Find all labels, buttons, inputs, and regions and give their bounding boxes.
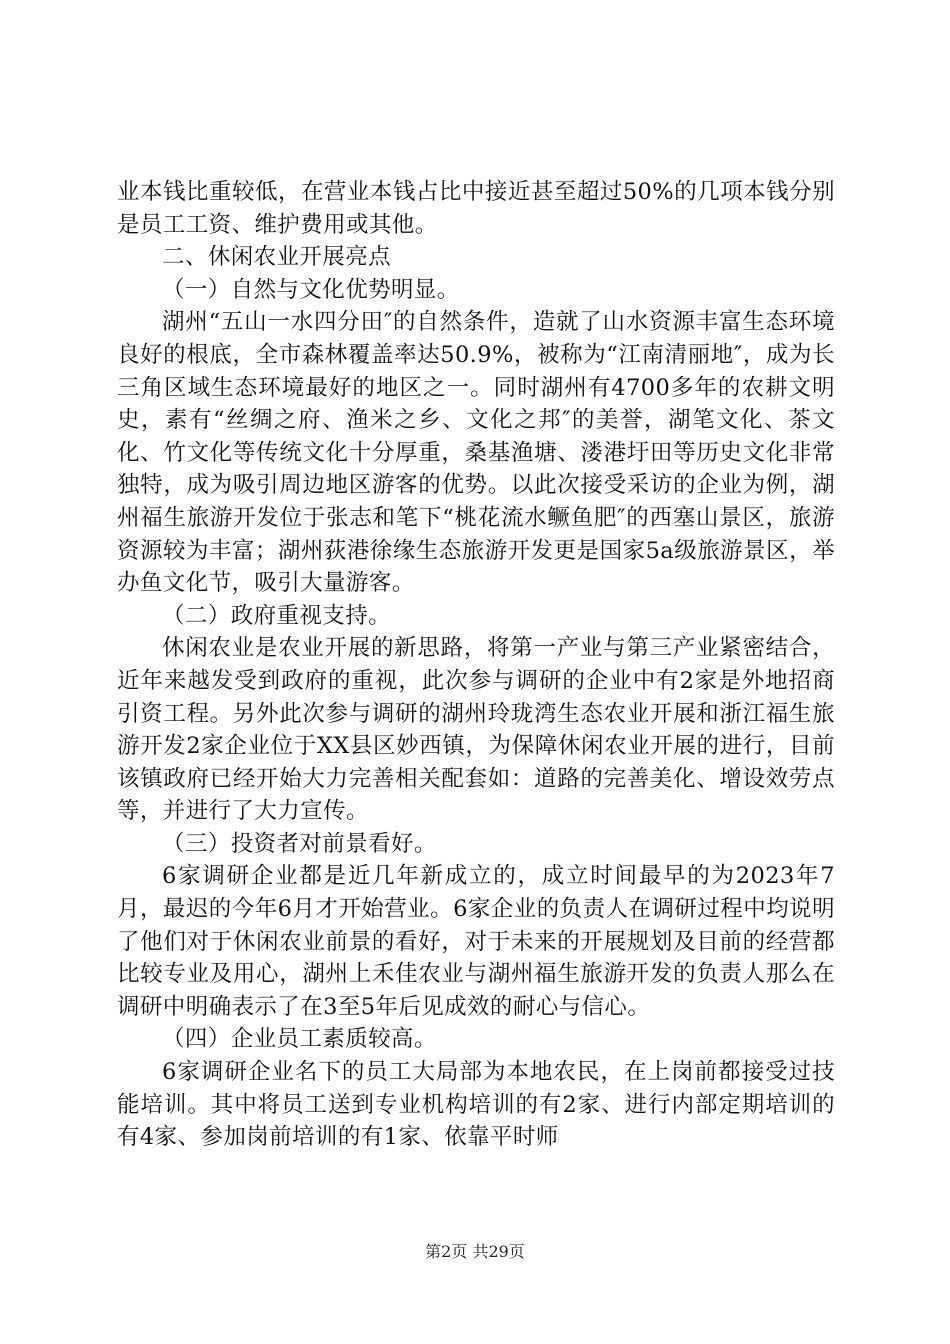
paragraph-continuation: 业本钱比重较低，在营业本钱占比中接近甚至超过50%的几项本钱分别是员工工资、维护费用或其他。 (117, 179, 835, 238)
page-number-footer: 第2页 共29页 (425, 1242, 525, 1261)
subsection-heading: （四）企业员工素质较高。 (162, 1026, 437, 1053)
subsection-heading: （二）政府重视支持。 (162, 602, 392, 629)
subsection-heading: （一）自然与文化优势明显。 (162, 276, 460, 303)
paragraph: 6家调研企业名下的员工大局部为本地农民，在上岗前都接受过技能培训。其中将员工送到专业机构培训的有2家、进行内部定期培训的有4家、参加岗前培训的有1家、依靠平时师 (117, 1059, 835, 1151)
document-body (117, 176, 835, 1154)
section-heading: 二、休闲农业开展亮点 (162, 244, 392, 271)
paragraph: 湖州“五山一水四分田″的自然条件，造就了山水资源丰富生态环境良好的根底，全市森林覆盖率达50.9%，被称为“江南清丽地″，成为长三角区域生态环境最好的地区之一。同时湖州有4700多年的农耕文明史，素有“丝绸之府、渔米之乡、文化之邦″的美誉，湖笔文化、茶文化、竹文化等传统文化十分厚重，桑基渔塘、溇港圩田等历史文化非常独特，成为吸引周边地区游客的优势。以此次接受采访的企业为例，湖州福生旅游开发位于张志和笔下“桃花流水鳜鱼肥″的西塞山景区，旅游资源较为丰富；湖州荻港徐缘生态旅游开发更是国家5a级旅游景区，举办鱼文化节，吸引大量游客。 (117, 309, 835, 597)
paragraph: 休闲农业是农业开展的新思路，将第一产业与第三产业紧密结合，近年来越发受到政府的重视，此次参与调研的企业中有2家是外地招商引资工程。另外此次参与调研的湖州玲珑湾生态农业开展和浙江福生旅游开发2家企业位于XX县区妙西镇，为保障休闲农业开展的进行，目前该镇政府已经开始大力完善相关配套如：道路的完善美化、增设效劳点等，并进行了大力宣传。 (117, 635, 835, 825)
paragraph: 6家调研企业都是近几年新成立的，成立时间最早的为2023年7月，最迟的今年6月才开始营业。6家企业的负责人在调研过程中均说明了他们对于休闲农业前景的看好，对于未来的开展规划及目前的经营都比较专业及用心，湖州上禾佳农业与湖州福生旅游开发的负责人那么在调研中明确表示了在3至5年后见成效的耐心与信心。 (117, 863, 835, 1020)
subsection-heading: （三）投资者对前景看好。 (162, 830, 437, 857)
